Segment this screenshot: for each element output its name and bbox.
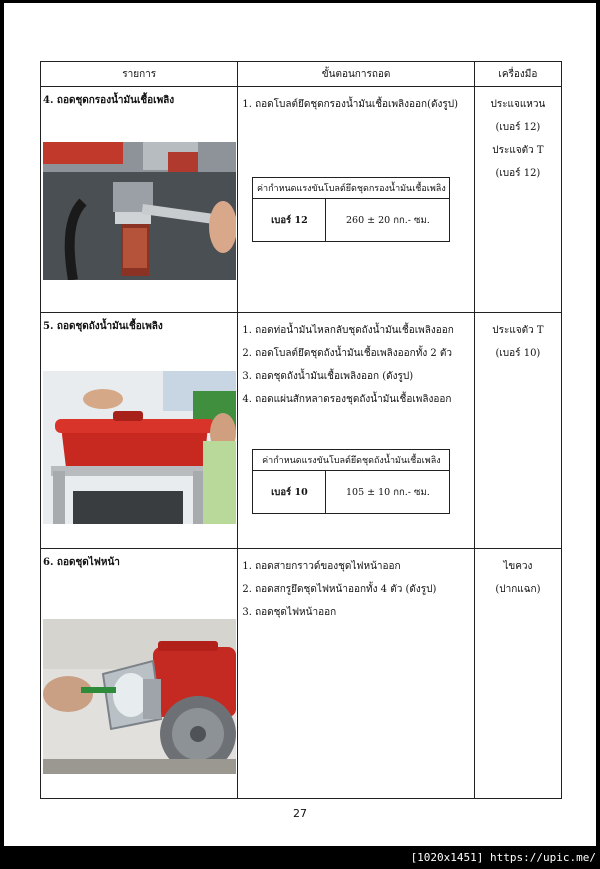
headlight-photo <box>43 619 236 774</box>
header-item: รายการ <box>41 62 238 87</box>
step-item: 1. ถอดท่อน้ำมันไหลกลับชุดถังน้ำมันเชื้อเพลิงออก <box>242 325 454 336</box>
table-row <box>41 87 562 313</box>
steps-list <box>242 319 470 411</box>
tools-list <box>475 87 561 185</box>
fuel-tank-photo <box>43 371 236 524</box>
table-row <box>41 313 562 549</box>
steps-list <box>242 93 470 116</box>
tools-list <box>475 549 561 601</box>
step-item: 4. ถอดแผ่นสักหลาดรองชุดถังน้ำมันเชื้อเพลิงออก <box>242 394 452 405</box>
item-title: 6. ถอดชุดไฟหน้า <box>43 557 120 568</box>
header-steps: ขั้นตอนการถอด <box>238 62 474 87</box>
tool-item: (เบอร์ 12) <box>495 168 541 179</box>
step-item: 3. ถอดชุดไฟหน้าออก <box>242 607 337 618</box>
table-row <box>41 549 562 799</box>
steps-list <box>242 555 470 624</box>
tool-item: (เบอร์ 12) <box>495 122 541 133</box>
torque-caption: ค่ากำหนดแรงขันโบลต์ยึดชุดกรองน้ำมันเชื้อเพลิง <box>253 178 450 199</box>
disassembly-table <box>40 61 562 799</box>
image-size-watermark: [1020x1451] https://upic.me/ <box>410 851 596 864</box>
tool-item: ประแจตัว T <box>492 325 544 336</box>
fuel-filter-photo <box>43 142 236 280</box>
step-item: 1. ถอดโบลต์ยึดชุดกรองน้ำมันเชื้อเพลิงออก(ดังรูป) <box>242 99 459 110</box>
step-item: 2. ถอดโบลต์ยึดชุดถังน้ำมันเชื้อเพลิงออกทั้ง 2 ตัว <box>242 348 453 359</box>
torque-spec-table <box>252 177 450 242</box>
torque-caption: ค่ากำหนดแรงขันโบลต์ยึดชุดถังน้ำมันเชื้อเพลิง <box>253 450 450 471</box>
tool-item: (เบอร์ 10) <box>495 348 541 359</box>
torque-value: 105 ± 10 กก.- ซม. <box>326 471 450 514</box>
torque-value: 260 ± 20 กก.- ซม. <box>326 199 450 242</box>
tool-item: ประแจตัว T <box>492 145 544 156</box>
item-title: 4. ถอดชุดกรองน้ำมันเชื้อเพลิง <box>43 95 175 106</box>
bolt-size: เบอร์ 10 <box>253 471 326 514</box>
step-item: 1. ถอดสายกราวด์ของชุดไฟหน้าออก <box>242 561 401 572</box>
tool-item: (ปากแฉก) <box>495 584 541 595</box>
tools-list <box>475 313 561 365</box>
step-item: 3. ถอดชุดถังน้ำมันเชื้อเพลิงออก (ดังรูป) <box>242 371 414 382</box>
header-tools: เครื่องมือ <box>474 62 561 87</box>
table-header-row <box>41 62 562 87</box>
torque-spec-table <box>252 449 450 514</box>
tool-item: ประแจแหวน <box>490 99 546 110</box>
page-number: 27 <box>293 807 307 820</box>
item-title: 5. ถอดชุดถังน้ำมันเชื้อเพลิง <box>43 321 163 332</box>
tool-item: ไขควง <box>503 561 533 572</box>
document-page <box>4 3 596 846</box>
bolt-size: เบอร์ 12 <box>253 199 326 242</box>
step-item: 2. ถอดสกรูยึดชุดไฟหน้าออกทั้ง 4 ตัว (ดังรูป) <box>242 584 437 595</box>
